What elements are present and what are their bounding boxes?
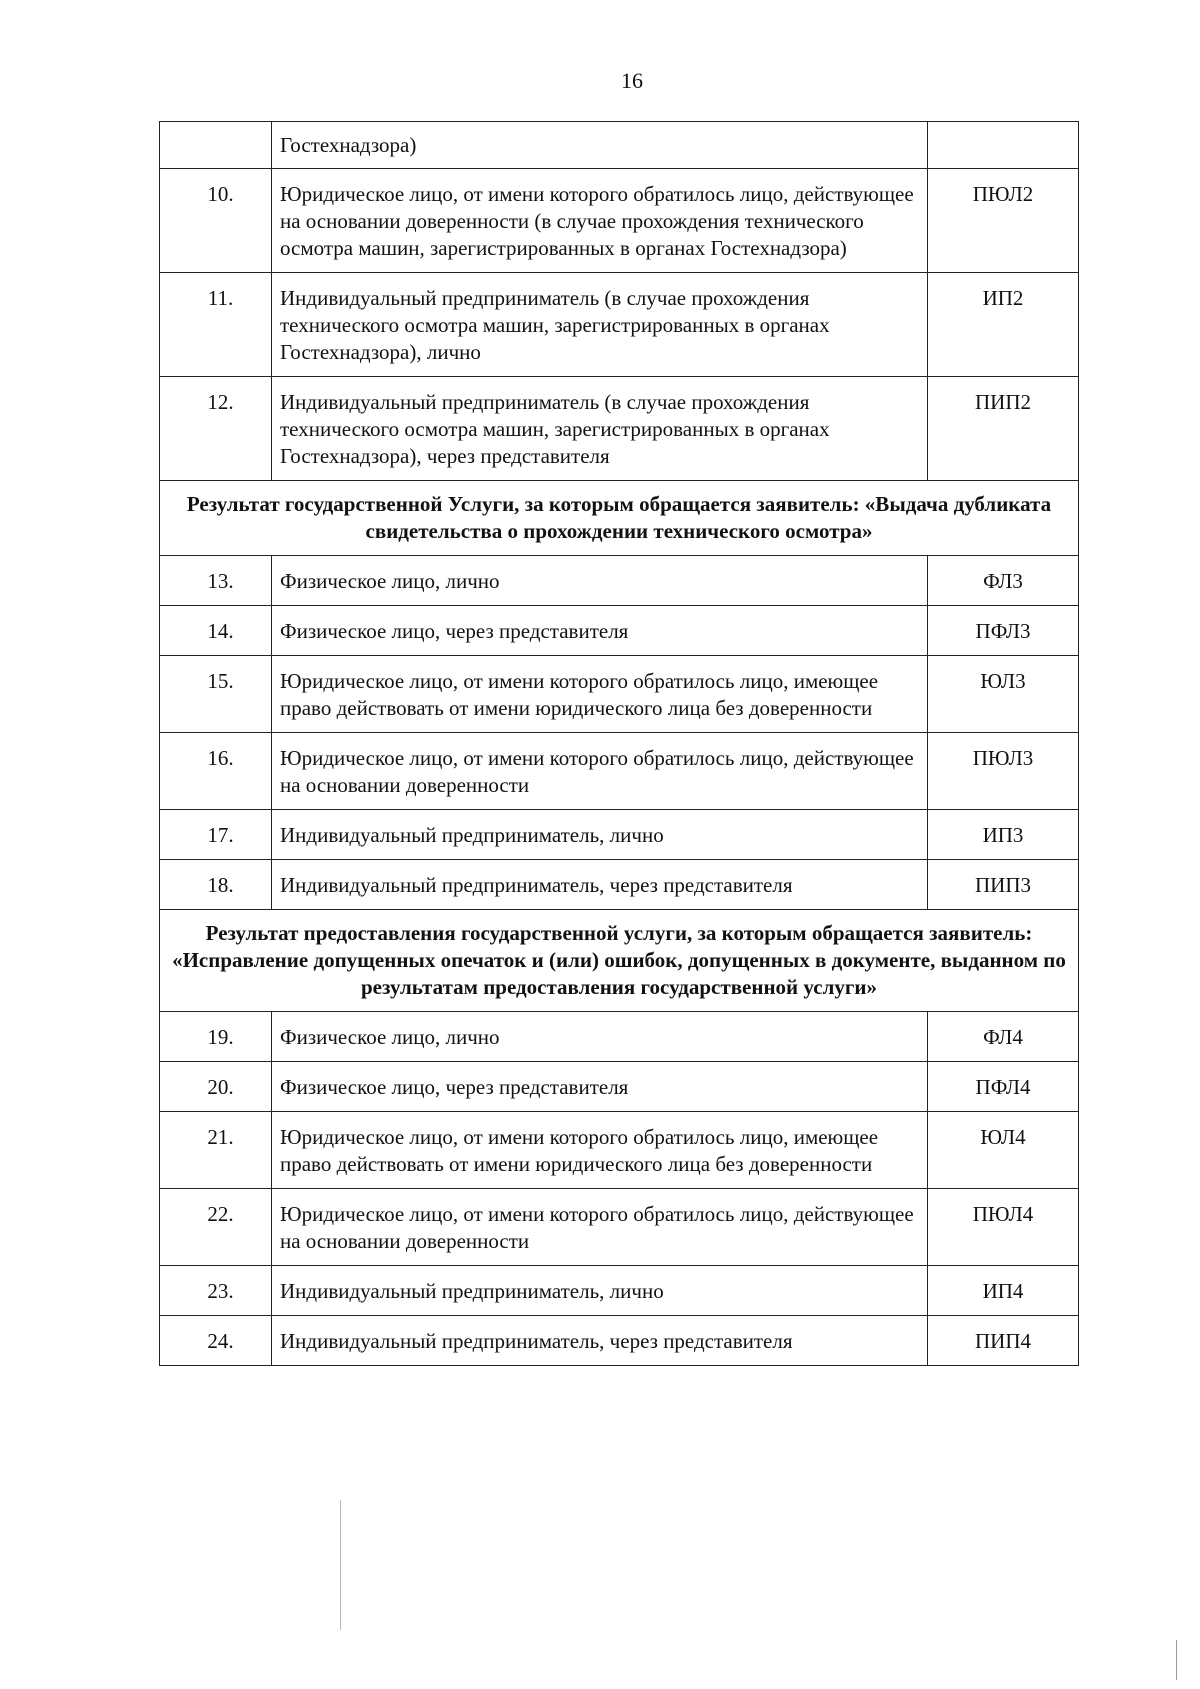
row-number: 21.	[160, 1112, 272, 1189]
section-header-row	[160, 481, 1079, 556]
row-number: 23.	[160, 1266, 272, 1316]
row-code: ИП2	[928, 273, 1079, 377]
table-row	[160, 1189, 1079, 1266]
row-code: ПФЛ3	[928, 606, 1079, 656]
row-code: ПИП3	[928, 860, 1079, 910]
row-description: Индивидуальный предприниматель, через представителя	[272, 860, 928, 910]
section-header: Результат предоставления государственной услуги, за которым обращается заявитель: «Исправление допущенных опечаток и (или) ошибок, допущенных в документе, выданном по результатам предоставления государственной услуги»	[160, 910, 1079, 1012]
scan-margin-line	[1176, 1640, 1177, 1680]
table-row	[160, 1012, 1079, 1062]
row-number: 20.	[160, 1062, 272, 1112]
row-description: Индивидуальный предприниматель, лично	[272, 1266, 928, 1316]
table-body	[160, 122, 1079, 1366]
row-number: 15.	[160, 656, 272, 733]
row-code: ПИП2	[928, 377, 1079, 481]
row-number	[160, 122, 272, 169]
row-description: Физическое лицо, лично	[272, 1012, 928, 1062]
table-row	[160, 273, 1079, 377]
row-code: ЮЛ4	[928, 1112, 1079, 1189]
row-description: Юридическое лицо, от имени которого обратилось лицо, действующее на основании доверенности	[272, 733, 928, 810]
row-number: 19.	[160, 1012, 272, 1062]
row-number: 10.	[160, 169, 272, 273]
row-code: ФЛ4	[928, 1012, 1079, 1062]
row-code: ПЮЛ3	[928, 733, 1079, 810]
table-row	[160, 377, 1079, 481]
row-description: Индивидуальный предприниматель (в случае прохождения технического осмотра машин, зарегистрированных в органах Гостехнадзора), через представителя	[272, 377, 928, 481]
applicant-category-table	[159, 121, 1079, 1366]
row-description: Физическое лицо, через представителя	[272, 1062, 928, 1112]
row-number: 11.	[160, 273, 272, 377]
table-row	[160, 1112, 1079, 1189]
row-code: ФЛ3	[928, 556, 1079, 606]
row-description: Юридическое лицо, от имени которого обратилось лицо, имеющее право действовать от имени юридического лица без доверенности	[272, 1112, 928, 1189]
row-code: ПЮЛ2	[928, 169, 1079, 273]
table-row	[160, 1266, 1079, 1316]
row-number: 14.	[160, 606, 272, 656]
row-code: ИП4	[928, 1266, 1079, 1316]
row-number: 17.	[160, 810, 272, 860]
row-code: ИП3	[928, 810, 1079, 860]
table-row	[160, 860, 1079, 910]
row-description: Физическое лицо, лично	[272, 556, 928, 606]
table-row	[160, 122, 1079, 169]
row-description: Индивидуальный предприниматель, лично	[272, 810, 928, 860]
table-row	[160, 606, 1079, 656]
section-header: Результат государственной Услуги, за которым обращается заявитель: «Выдача дубликата свидетельства о прохождении технического осмотра»	[160, 481, 1079, 556]
row-code: ПЮЛ4	[928, 1189, 1079, 1266]
row-description: Гостехнадзора)	[272, 122, 928, 169]
page-number: 16	[621, 68, 643, 93]
row-code: ПФЛ4	[928, 1062, 1079, 1112]
row-number: 22.	[160, 1189, 272, 1266]
row-description: Юридическое лицо, от имени которого обратилось лицо, действующее на основании доверенности	[272, 1189, 928, 1266]
row-description: Юридическое лицо, от имени которого обратилось лицо, действующее на основании доверенности (в случае прохождения технического осмотра машин, зарегистрированных в органах Гостехнадзора)	[272, 169, 928, 273]
table-row	[160, 1062, 1079, 1112]
table-row	[160, 1316, 1079, 1366]
table-row	[160, 656, 1079, 733]
row-number: 13.	[160, 556, 272, 606]
row-description: Юридическое лицо, от имени которого обратилось лицо, имеющее право действовать от имени юридического лица без доверенности	[272, 656, 928, 733]
row-number: 16.	[160, 733, 272, 810]
table-row	[160, 733, 1079, 810]
row-number: 24.	[160, 1316, 272, 1366]
row-code: ЮЛ3	[928, 656, 1079, 733]
section-header-row	[160, 910, 1079, 1012]
row-number: 12.	[160, 377, 272, 481]
row-code: ПИП4	[928, 1316, 1079, 1366]
table-row	[160, 169, 1079, 273]
row-description: Индивидуальный предприниматель, через представителя	[272, 1316, 928, 1366]
row-description: Физическое лицо, через представителя	[272, 606, 928, 656]
table-row	[160, 556, 1079, 606]
table-row	[160, 810, 1079, 860]
scan-margin-line	[340, 1500, 341, 1630]
row-number: 18.	[160, 860, 272, 910]
row-description: Индивидуальный предприниматель (в случае прохождения технического осмотра машин, зарегистрированных в органах Гостехнадзора), лично	[272, 273, 928, 377]
row-code	[928, 122, 1079, 169]
